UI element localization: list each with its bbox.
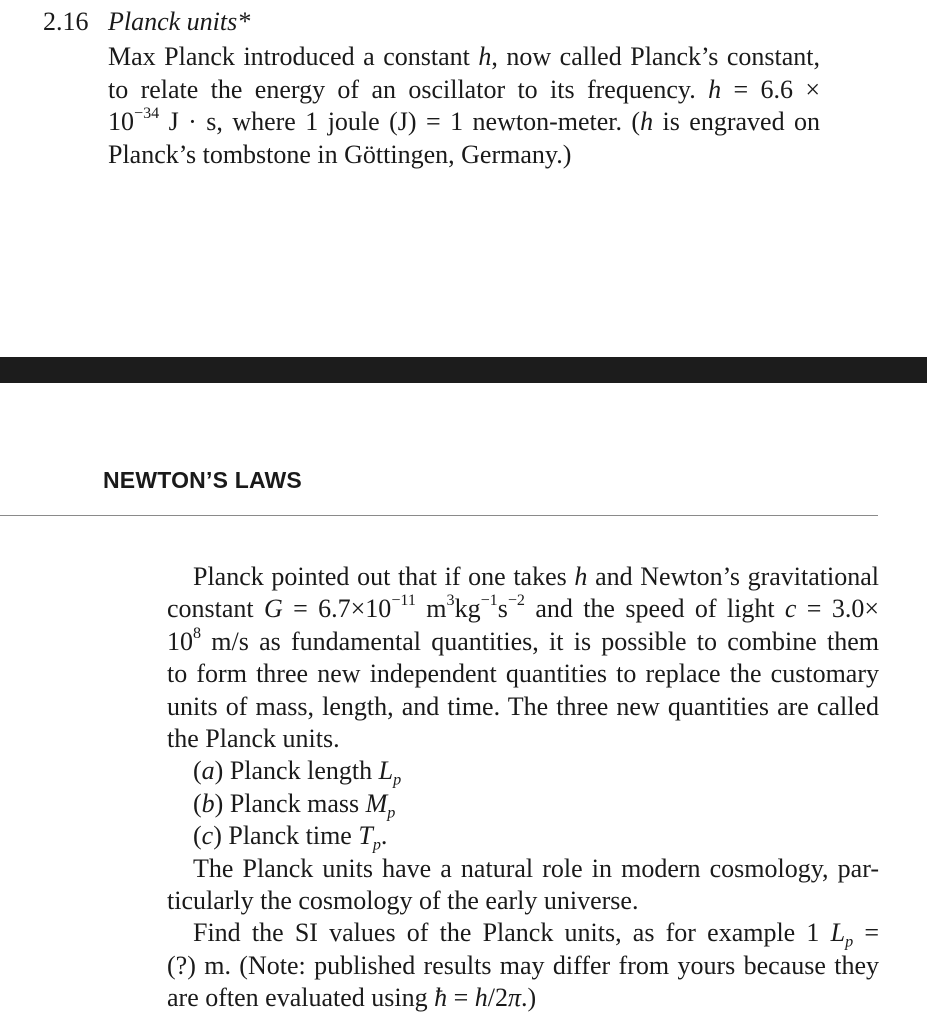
text-run: ) Planck mass [214,788,366,818]
text-line [167,626,879,658]
text-run: h [708,74,722,104]
text-run: h [474,983,488,1013]
text-run: and the speed of light [524,594,785,624]
text-line [167,853,879,885]
text-run: 10 [167,626,193,656]
text-run: −1 [480,592,498,610]
text-run: .) [521,983,537,1013]
text-run: T [358,821,373,851]
text-line [167,885,879,917]
text-line [167,561,879,593]
text-run: Planck pointed out that if one takes [193,562,575,591]
text-run: are often evaluated using [167,983,435,1013]
section-rule [0,515,878,516]
text-run: ( [193,788,202,818]
text-line [167,788,879,820]
text-run: to relate the energy of an oscillator to its frequency. [108,74,709,104]
text-run: kg [454,594,481,624]
text-run: 10 [108,107,134,136]
text-run: h [640,107,654,136]
text-run: the Planck units. [167,724,340,754]
text-run: = 3.0× [796,594,879,624]
text-run: ħ [434,983,448,1013]
text-run: −11 [391,592,416,610]
text-run: ( [193,756,202,786]
text-run: Planck’s tombstone in Göttingen, Germany.) [108,139,572,169]
text-line [108,74,820,107]
problem-title: Planck units* [108,7,251,36]
text-run: /2 [487,983,509,1013]
text-run: p [393,772,402,790]
text-line [167,593,879,625]
text-run: s [497,594,508,624]
text-run: J · s, where 1 joule (J) = 1 newton-meter. ( [159,107,641,136]
text-run: units of mass, length, and time. The three new quantities are called [167,691,879,721]
text-line [108,41,820,74]
text-run: −2 [507,592,525,610]
text-run: The Planck units have a natural role in modern cosmology, par- [193,853,879,883]
text-line [167,950,879,982]
text-run: p [372,836,381,854]
text-run: c [784,594,797,624]
text-run: h [574,562,588,591]
text-run: ticularly the cosmology of the early universe. [167,886,639,916]
text-run: = [853,918,879,948]
text-run: c [201,821,214,851]
problem-number: 2.16 [43,7,89,36]
text-run: b [201,788,215,818]
text-run: (?) m. (Note: published results may differ from yours because they [167,950,879,980]
text-run: L [378,756,394,786]
text-line [167,691,879,723]
text-line [108,139,820,172]
text-line [167,982,879,1014]
text-run: = 6.6 × [721,74,821,104]
text-line [167,820,879,852]
text-run: −34 [134,104,160,122]
text-run: to form three new independent quantities to replace the customary [167,659,879,689]
text-run: is engraved on [653,107,820,136]
text-run: constant [167,594,264,624]
text-run: ) Planck time [213,821,359,851]
text-run: p [387,804,396,822]
text-run: p [845,934,854,952]
text-run: = [447,983,475,1013]
text-line [108,106,820,139]
text-run: L [830,918,846,948]
text-run: π [508,983,522,1013]
text-run: , now called Planck’s constant, [491,42,820,71]
problem-body [167,561,879,1015]
text-run: Max Planck introduced a constant [108,42,479,71]
text-run: m/s as fundamental quantities, it is possible to combine them [201,626,879,656]
text-run: M [365,788,388,818]
text-run: ( [193,821,202,851]
text-run: = 6.7×10 [282,594,392,624]
text-run: and Newton’s gravitational [587,562,879,591]
text-run: . [380,821,388,851]
text-run: 3 [446,592,455,610]
text-line [167,917,879,952]
text-run: Find the SI values of the Planck units, as for example 1 [193,918,831,948]
page-divider-bar [0,357,927,383]
text-line [167,723,879,755]
text-run: 8 [193,624,202,642]
section-heading: NEWTON’S LAWS [103,467,302,493]
text-line [167,658,879,690]
text-run: a [201,756,215,786]
text-run: ) Planck length [214,756,379,786]
problem-statement [108,41,820,171]
text-run: G [264,594,283,624]
text-run: m [415,594,447,624]
text-line [167,755,879,790]
text-run: h [478,42,492,71]
